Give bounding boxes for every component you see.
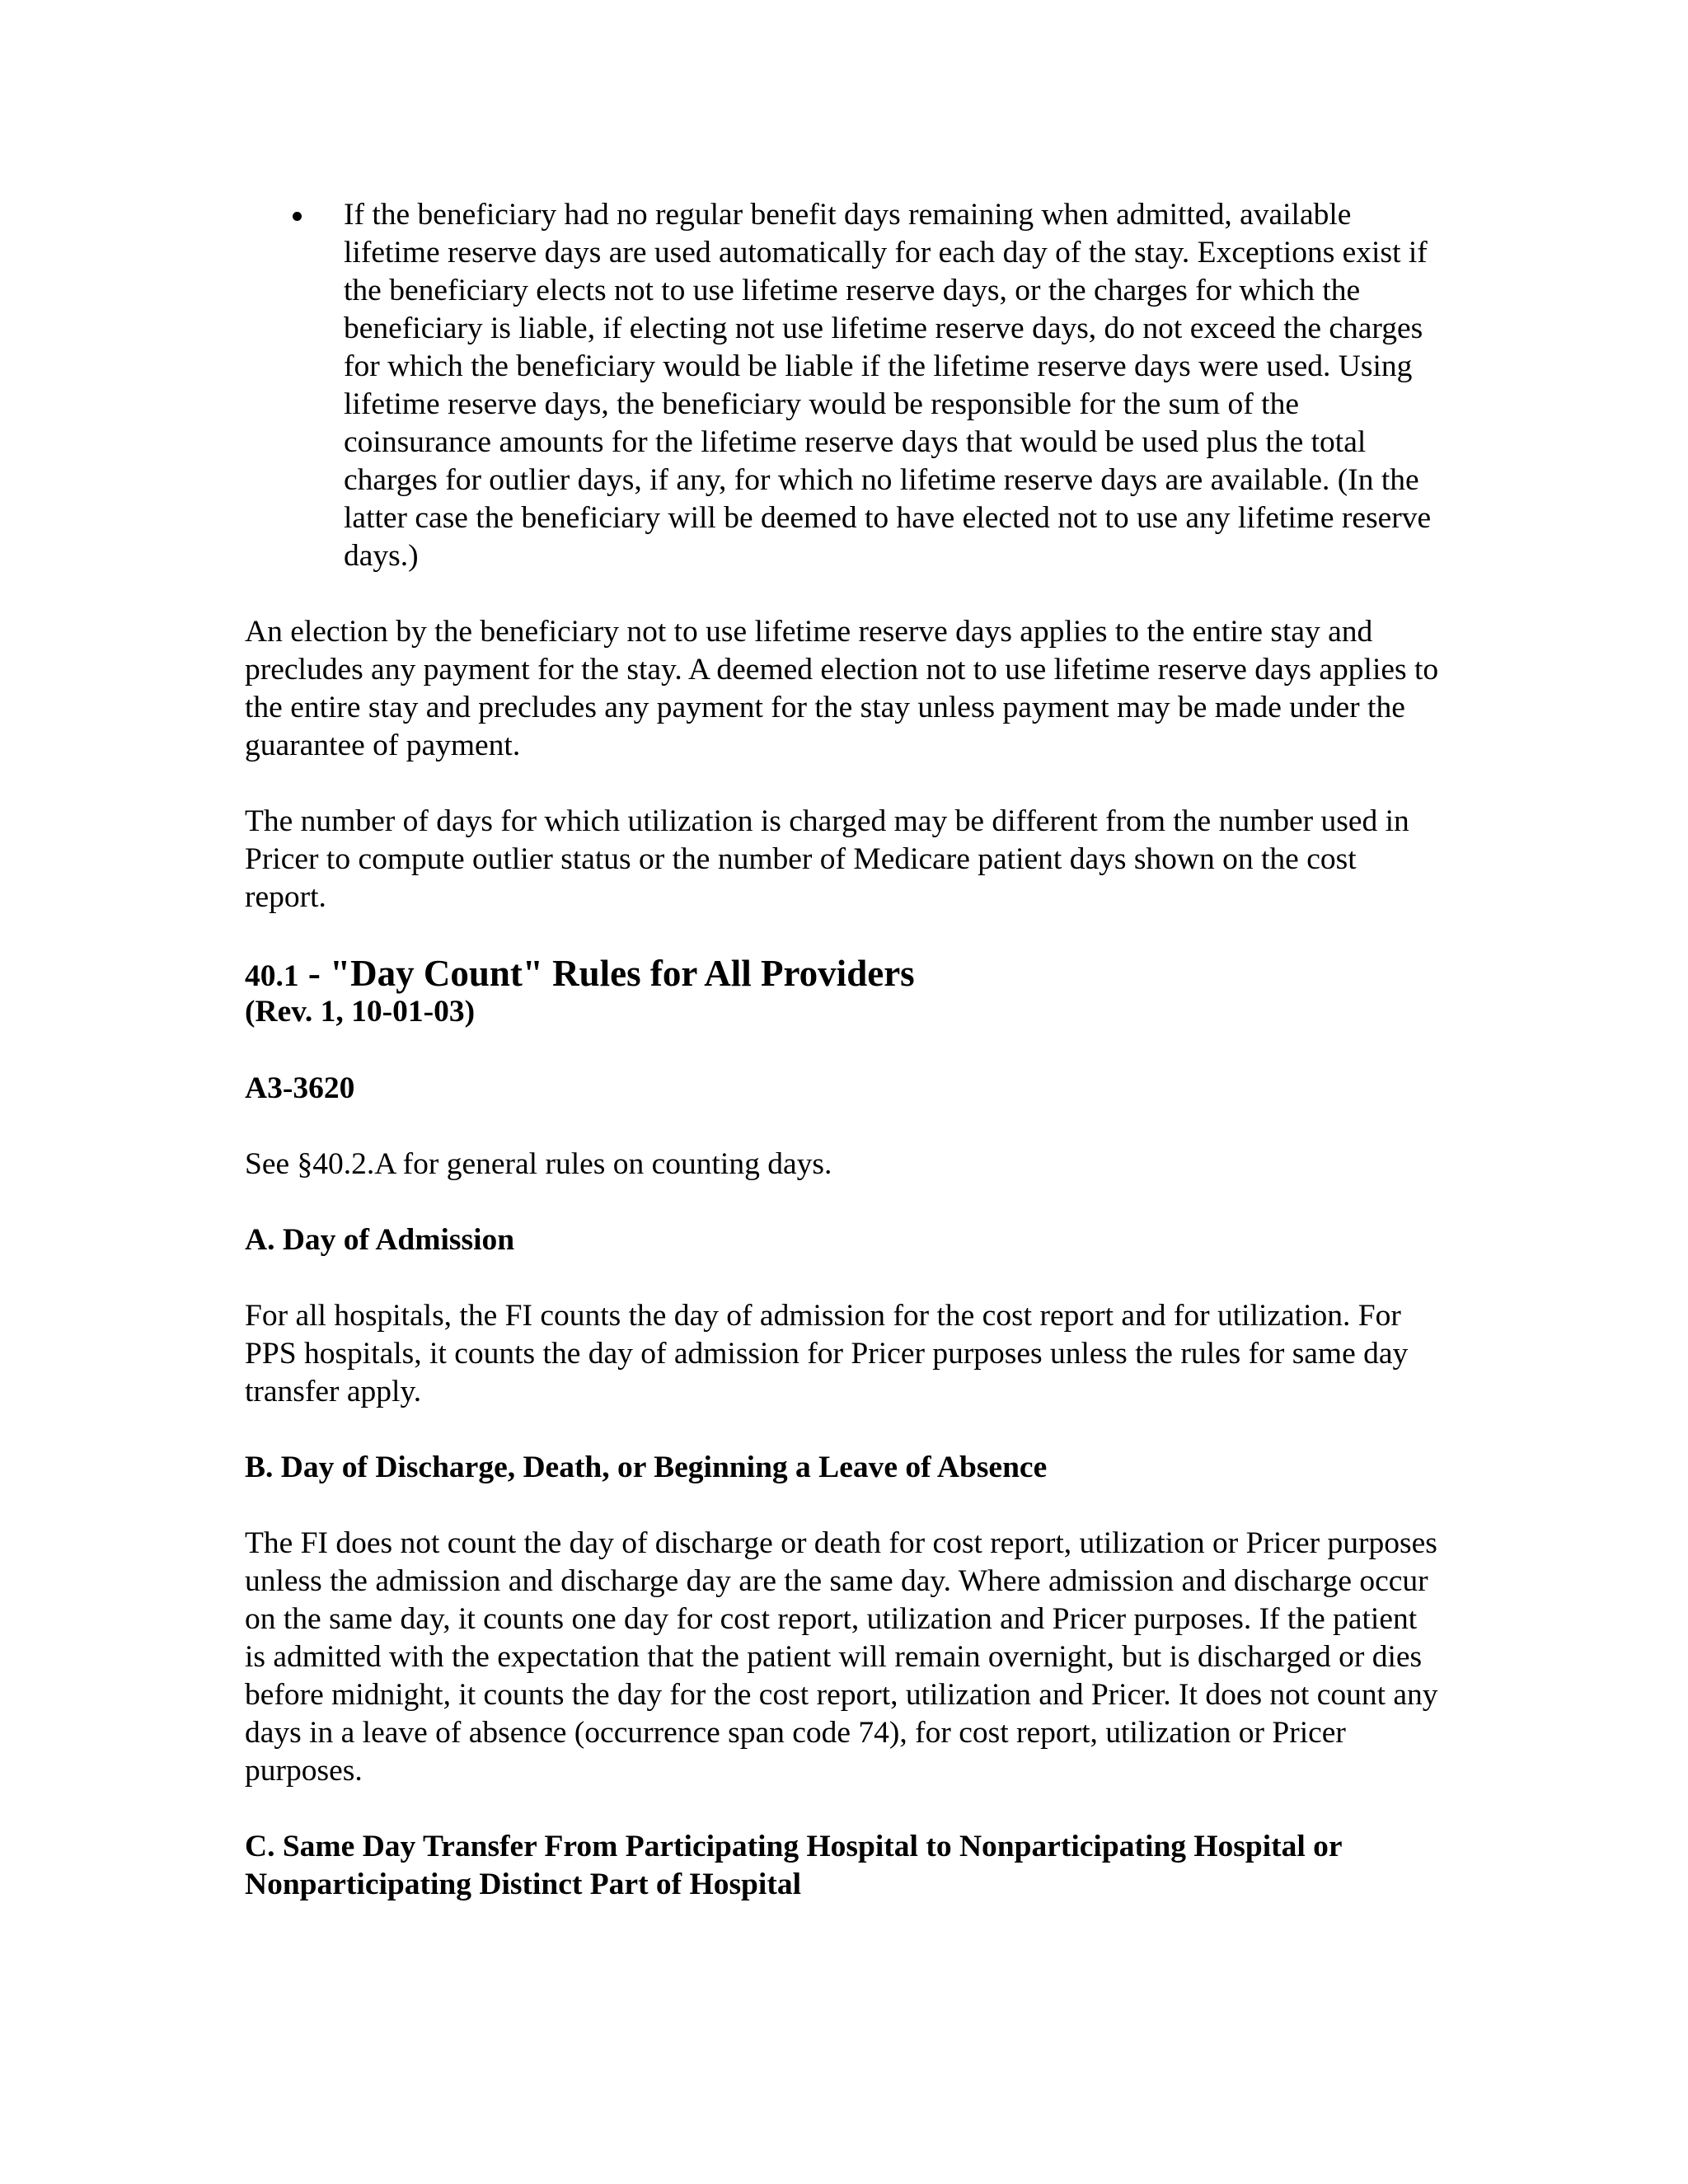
section-heading [245,954,1440,996]
paragraph-utilization-days: The number of days for which utilization is charged may be different from the number used in Pricer to compute outlier status or the number of Medicare patient days shown on the cost report. [245,804,1409,914]
paragraph-election: An election by the beneficiary not to use lifetime reserve days applies to the entire stay and precludes any payment for the stay. A deemed election not to use lifetime reserve days applies to the entire stay and precludes any payment for the stay unless payment may be made under the guarantee of payment. [245,615,1439,762]
subsection-a-text: For all hospitals, the FI counts the day of admission for the cost report and for utilization. For PPS hospitals, it counts the day of admission for Pricer purposes unless the rules for same day transfer apply. [245,1299,1409,1408]
see-reference: See §40.2.A for general rules on counting days. [245,1147,832,1181]
bullet-text: If the beneficiary had no regular benefit days remaining when admitted, available lifetime reserve days are used automatically for each day of the stay. Exceptions exist if the beneficiary elects not to use lifetime reserve days, or the charges for which the beneficiary is liable, if electing not use lifetime reserve days, do not exceed the charges for which the beneficiary would be liable if the lifetime reserve days were used. Using lifetime reserve days, the beneficiary would be responsible for the sum of the coinsurance amounts for the lifetime reserve days that would be used plus the total charges for outlier days, if any, for which no lifetime reserve days are available. (In the latter case the beneficiary will be deemed to have elected not to use any lifetime reserve days.) [344,198,1432,573]
section-title: - "Day Count" Rules for All Providers [298,953,915,994]
subsection-b-text: The FI does not count the day of discharge or death for cost report, utilization or Pricer purposes unless the admission and discharge day are the same day. Where admission and discharge occur on the same day, it counts one day for cost report, utilization and Pricer purposes. If the patient is admitted with the expectation that the patient will remain overnight, but is discharged or dies before midnight, it counts the day for the cost report, utilization and Pricer. It does not count any days in a leave of absence (occurrence span code 74), for cost report, utilization or Pricer purposes. [245,1526,1438,1788]
document-page [245,196,1440,1904]
bullet-item [245,196,1432,575]
reference-code: A3-3620 [245,1071,355,1105]
bullet-dot-icon [293,212,302,221]
section-number: 40.1 [245,959,299,993]
subsection-c-heading: C. Same Day Transfer From Participating Hospital to Nonparticipating Hospital or Nonparticipating Distinct Part of Hospital [245,1830,1342,1901]
revision-note: (Rev. 1, 10-01-03) [245,995,476,1029]
subsection-a-heading: A. Day of Admission [245,1223,515,1257]
subsection-b-heading: B. Day of Discharge, Death, or Beginning a Leave of Absence [245,1451,1048,1484]
